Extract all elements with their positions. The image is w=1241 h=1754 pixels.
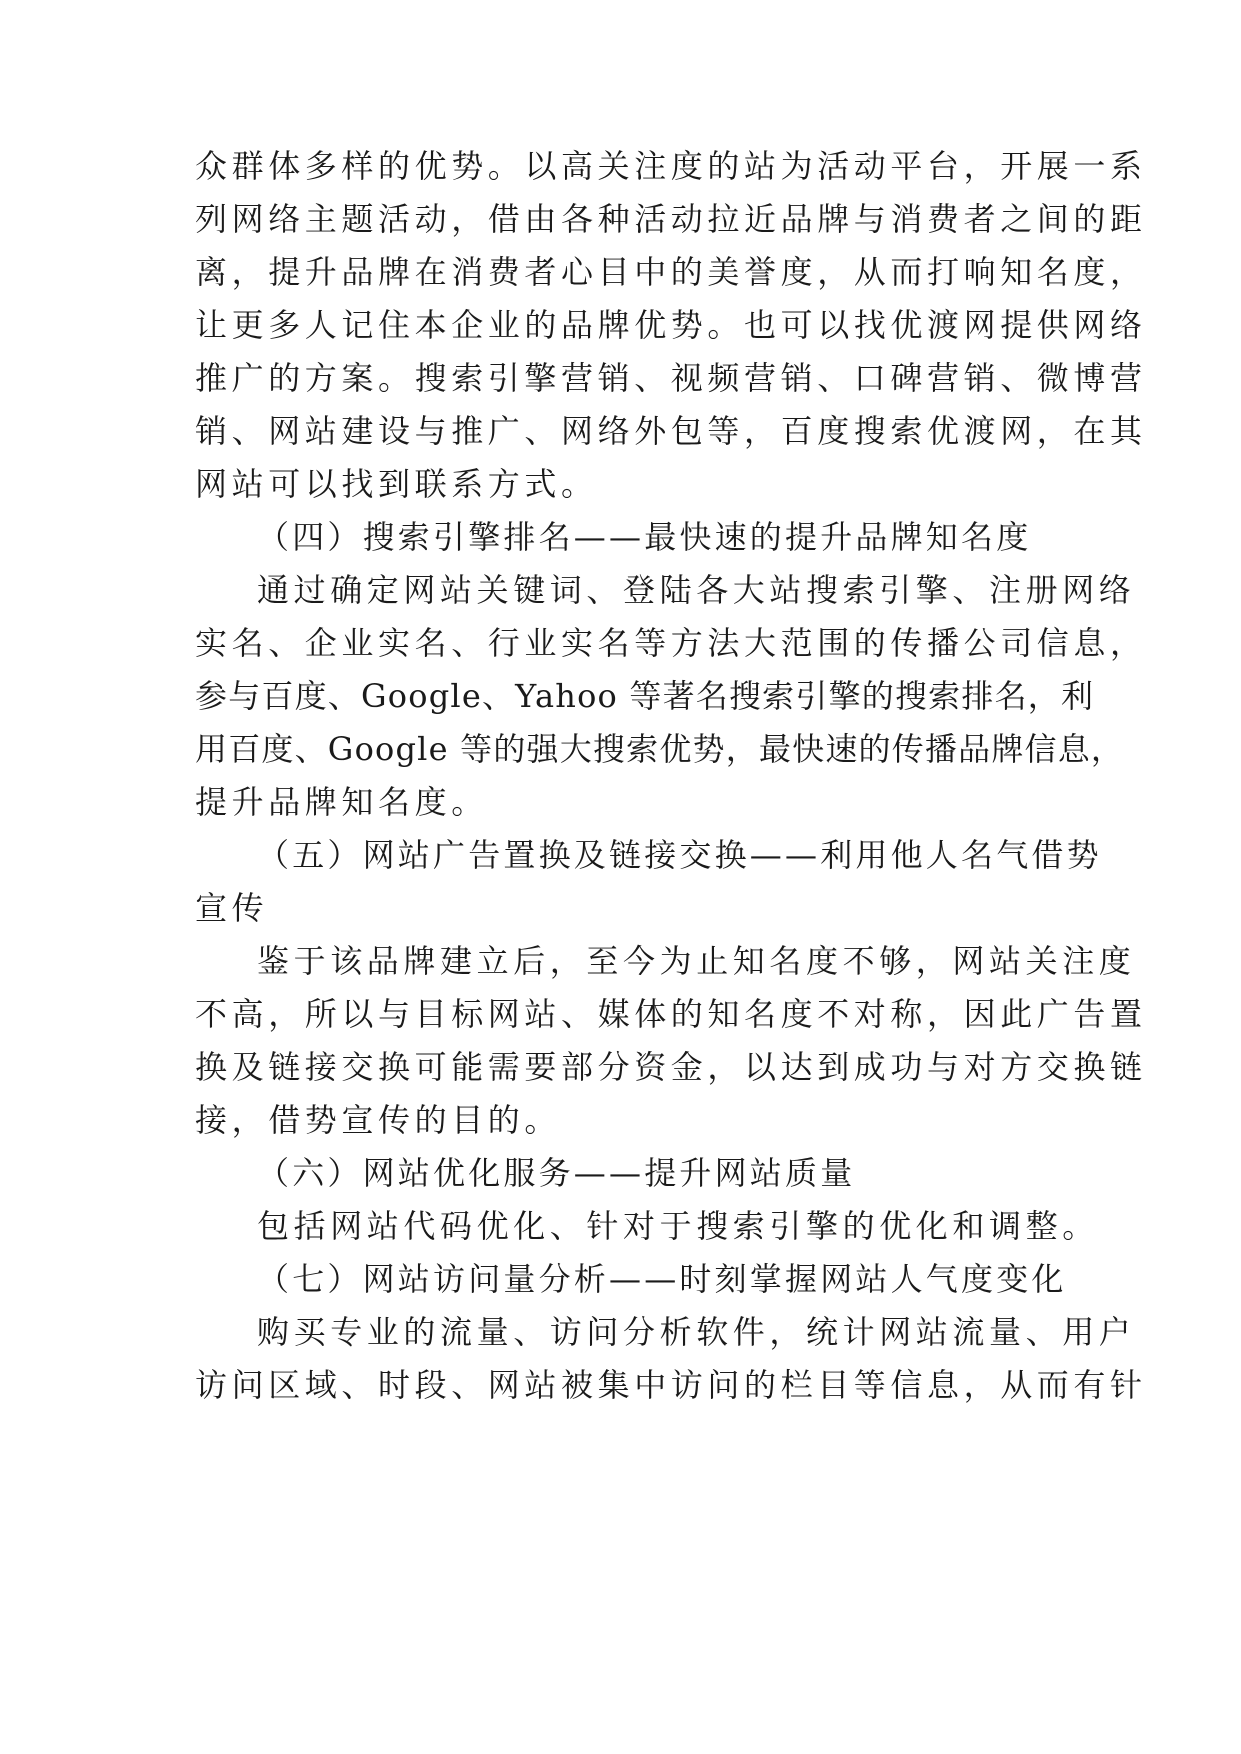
- body-text-line: 离，提升品牌在消费者心目中的美誉度，从而打响知名度，: [195, 253, 1147, 291]
- body-text-line: 让更多人记住本企业的品牌优势。也可以找优渡网提供网络: [195, 306, 1147, 344]
- section-heading-4: （四）搜索引擎排名——最快速的提升品牌知名度: [257, 518, 1032, 556]
- body-text-line: 访问区域、时段、网站被集中访问的栏目等信息，从而有针: [195, 1366, 1147, 1404]
- body-text-line: 推广的方案。搜索引擎营销、视频营销、口碑营销、微博营: [195, 359, 1147, 397]
- body-text-line: 众群体多样的优势。以高关注度的站为活动平台，开展一系: [195, 147, 1147, 185]
- body-text-line: 换及链接交换可能需要部分资金，以达到成功与对方交换链: [195, 1048, 1147, 1086]
- body-text-line: 提升品牌知名度。: [195, 783, 488, 821]
- body-text-line: 接，借势宣传的目的。: [195, 1101, 562, 1139]
- section-heading-5: （五）网站广告置换及链接交换——利用他人名气借势: [257, 836, 1102, 874]
- paragraph-first-line: 鉴于该品牌建立后，至今为止知名度不够，网站关注度: [257, 942, 1136, 980]
- paragraph-first-line: 购买专业的流量、访问分析软件，统计网站流量、用户: [257, 1313, 1136, 1351]
- body-text-line: 参与百度、Google、Yahoo 等著名搜索引擎的搜索排名，利: [195, 677, 1095, 715]
- section-heading-7: （七）网站访问量分析——时刻掌握网站人气度变化: [257, 1260, 1067, 1298]
- section-heading-6: （六）网站优化服务——提升网站质量: [257, 1154, 856, 1192]
- body-text-line: 列网络主题活动，借由各种活动拉近品牌与消费者之间的距: [195, 200, 1147, 238]
- body-text-line: 网站可以找到联系方式。: [195, 465, 598, 503]
- paragraph-first-line: 包括网站代码优化、针对于搜索引擎的优化和调整。: [257, 1207, 1099, 1245]
- body-text-line: 不高，所以与目标网站、媒体的知名度不对称，因此广告置: [195, 995, 1147, 1033]
- body-text-line: 用百度、Google 等的强大搜索优势，最快速的传播品牌信息，: [195, 730, 1125, 768]
- section-heading-5-continuation: 宣传: [195, 889, 269, 927]
- body-text-line: 销、网站建设与推广、网络外包等，百度搜索优渡网，在其: [195, 412, 1147, 450]
- body-text-line: 实名、企业实名、行业实名等方法大范围的传播公司信息，: [195, 624, 1147, 662]
- paragraph-first-line: 通过确定网站关键词、登陆各大站搜索引擎、注册网络: [257, 571, 1136, 609]
